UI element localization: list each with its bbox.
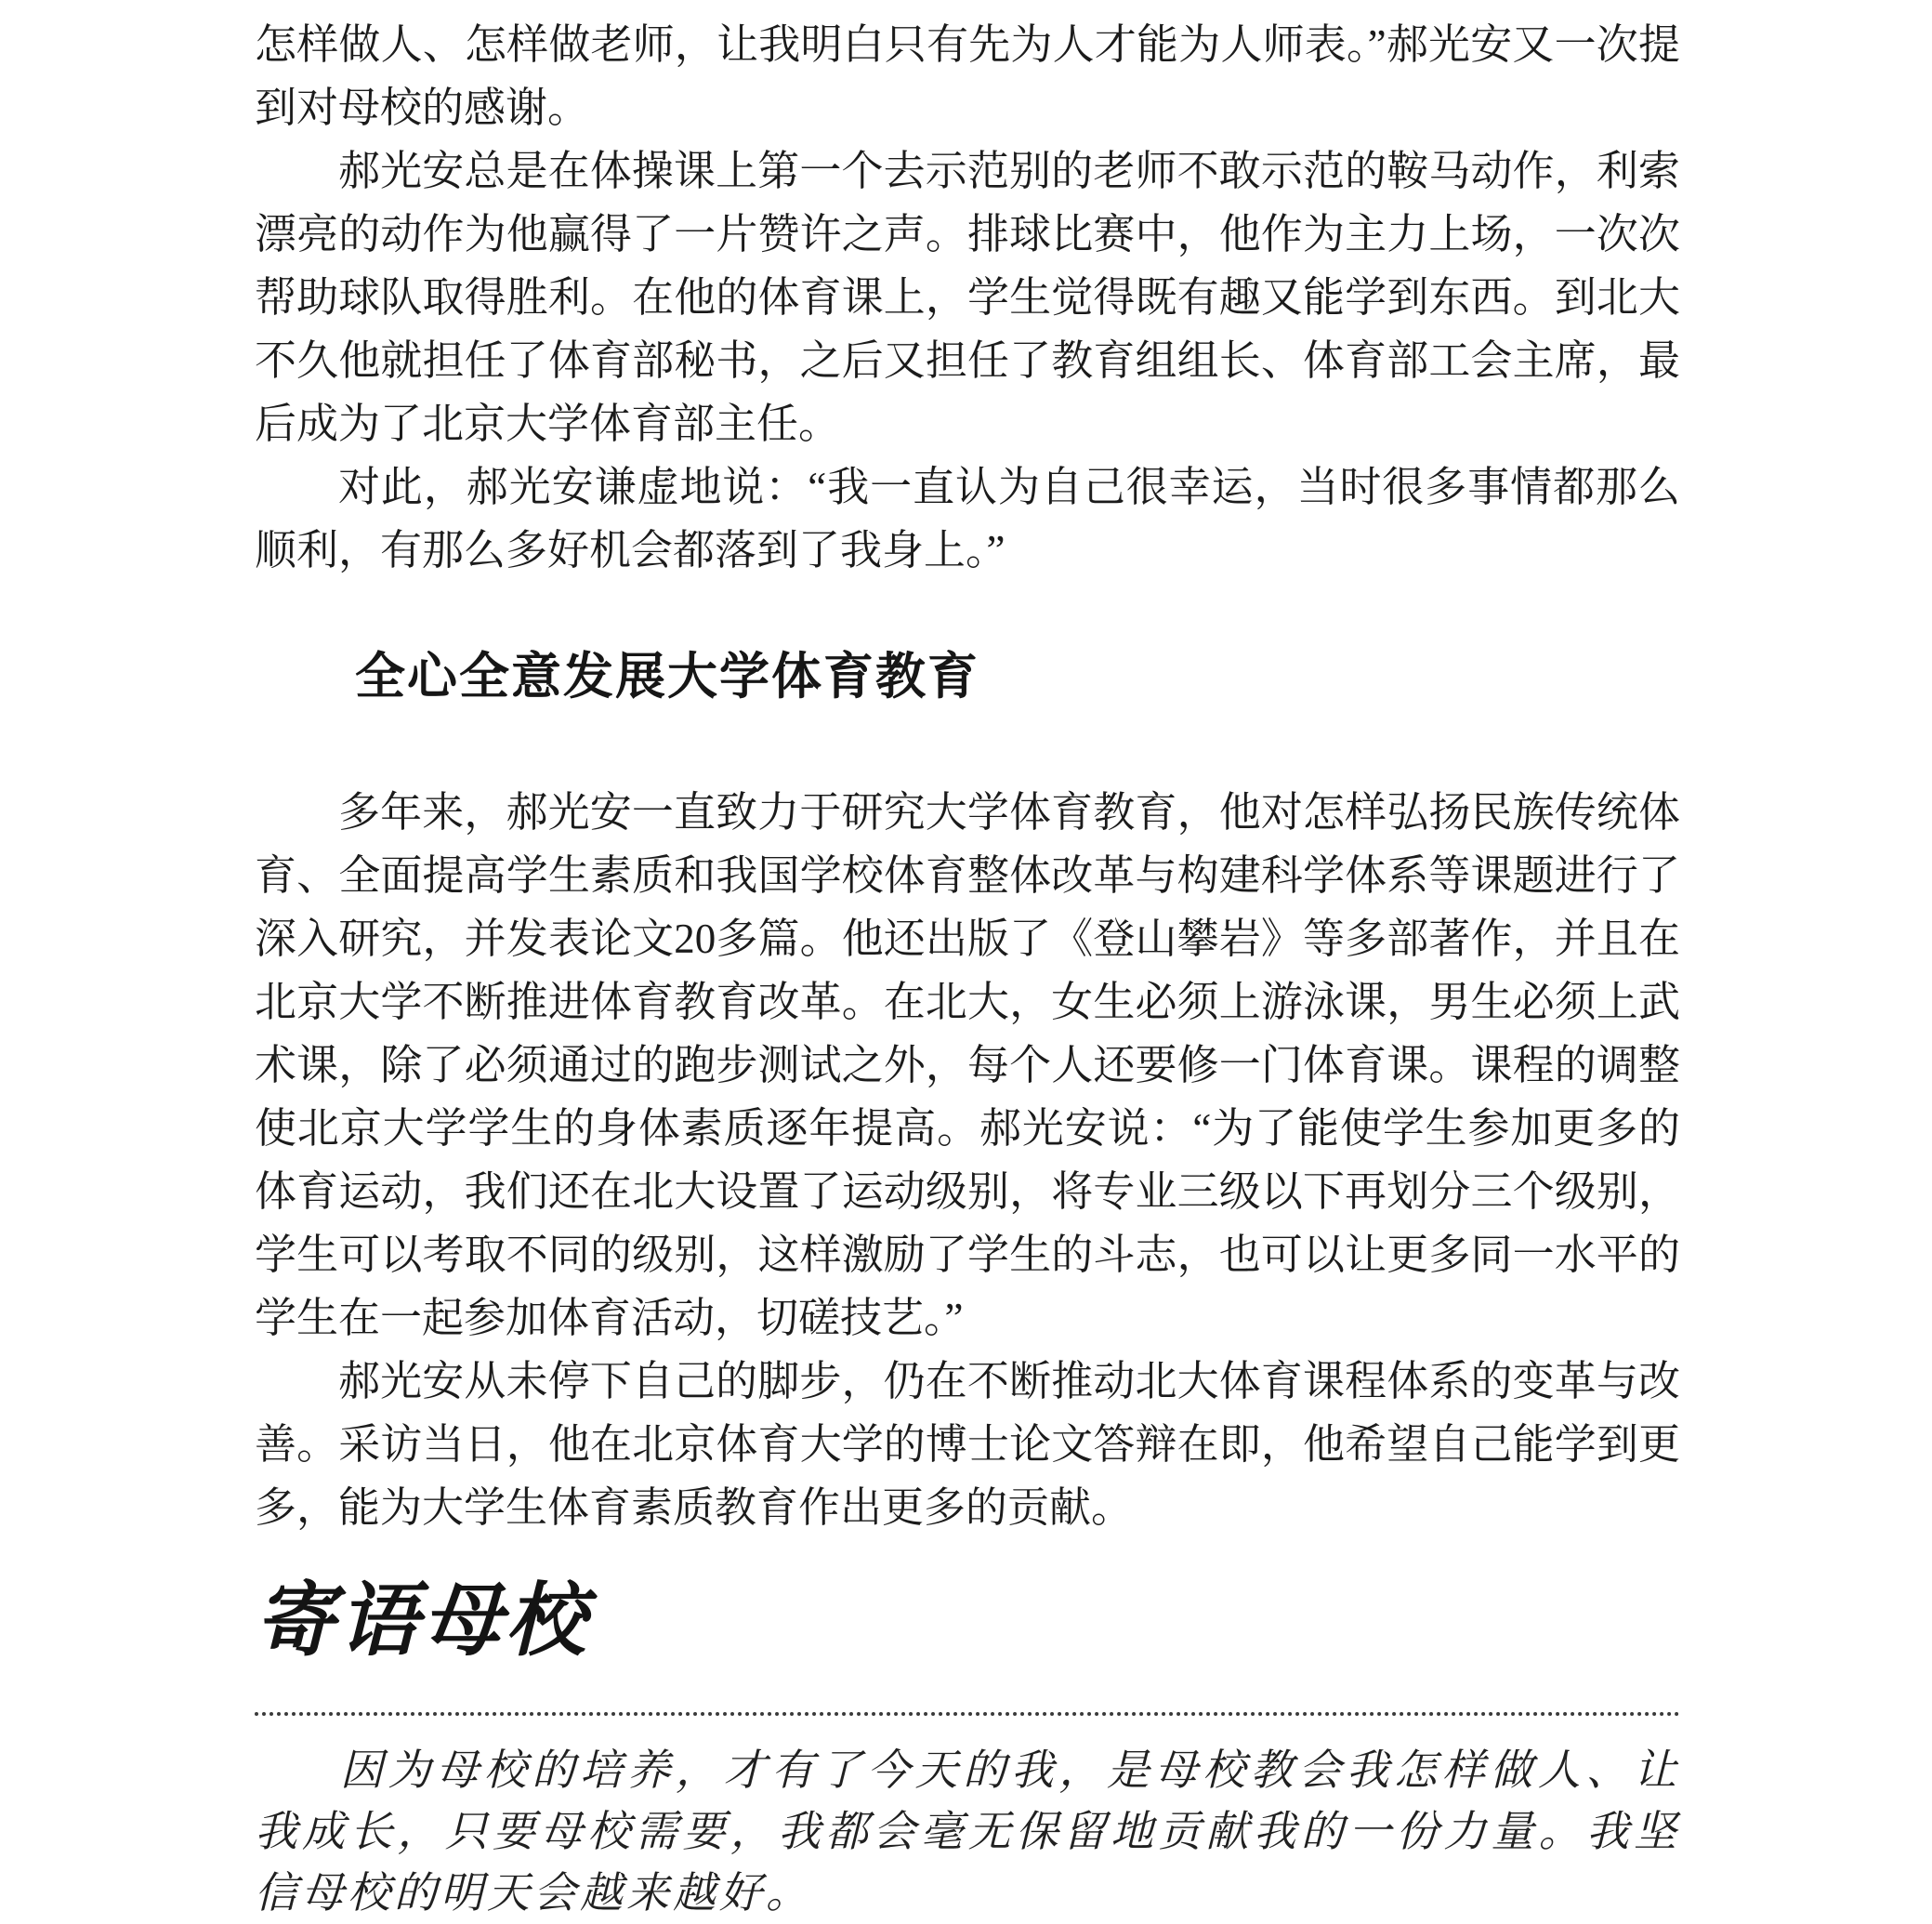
dotted-divider [255, 1712, 1680, 1716]
message-paragraph: 因为母校的培养，才有了今天的我，是母校教会我怎样做人、让我成长，只要母校需要，我都会毫无保留地贡献我的一份力量。我坚信母校的明天会越来越好。 [255, 1746, 1680, 1917]
paragraph-career: 郝光安总是在体操课上第一个去示范别的老师不敢示范的鞍马动作，利索漂亮的动作为他赢得了一片赞许之声。排球比赛中，他作为主力上场，一次次帮助球队取得胜利。在他的体育课上，学生觉得既有趣又能学到东西。到北大不久他就担任了体育部秘书，之后又担任了教育组组长、体育部工会主席，最后成为了北京大学体育部主任。 [255, 148, 1680, 447]
paragraph-continuation: 怎样做人、怎样做老师，让我明白只有先为人才能为人师表。”郝光安又一次提到对母校的感谢。 [255, 21, 1680, 131]
page-content [255, 13, 1680, 1924]
message-heading-calligraphy: 寄语母校 [255, 1574, 589, 1667]
paragraph-ongoing-work: 郝光安从未停下自己的脚步，仍在不断推动北大体育课程体系的变革与改善。采访当日，他在北京体育大学的博士论文答辩在即，他希望自己能学到更多，能为大学生体育素质教育作出更多的贡献。 [255, 1358, 1680, 1531]
paragraph-research: 多年来，郝光安一直致力于研究大学体育教育，他对怎样弘扬民族传统体育、全面提高学生素质和我国学校体育整体改革与构建科学体系等课题进行了深入研究，并发表论文20多篇。他还出版了《登山攀岩》等多部著作，并且在北京大学不断推进体育教育改革。在北大，女生必须上游泳课，男生必须上武术课，除了必须通过的跑步测试之外，每个人还要修一门体育课。课程的调整使北京大学学生的身体素质逐年提高。郝光安说：“为了能使学生参加更多的体育运动，我们还在北大设置了运动级别，将专业三级以下再划分三个级别，学生可以考取不同的级别，这样激励了学生的斗志，也可以让更多同一水平的学生在一起参加体育活动，切磋技艺。” [255, 789, 1680, 1341]
section-heading: 全心全意发展大学体育教育 [355, 649, 979, 705]
paragraph-quote-luck: 对此，郝光安谦虚地说：“我一直认为自己很幸运，当时很多事情都那么顺利，有那么多好机会都落到了我身上。” [255, 464, 1680, 573]
